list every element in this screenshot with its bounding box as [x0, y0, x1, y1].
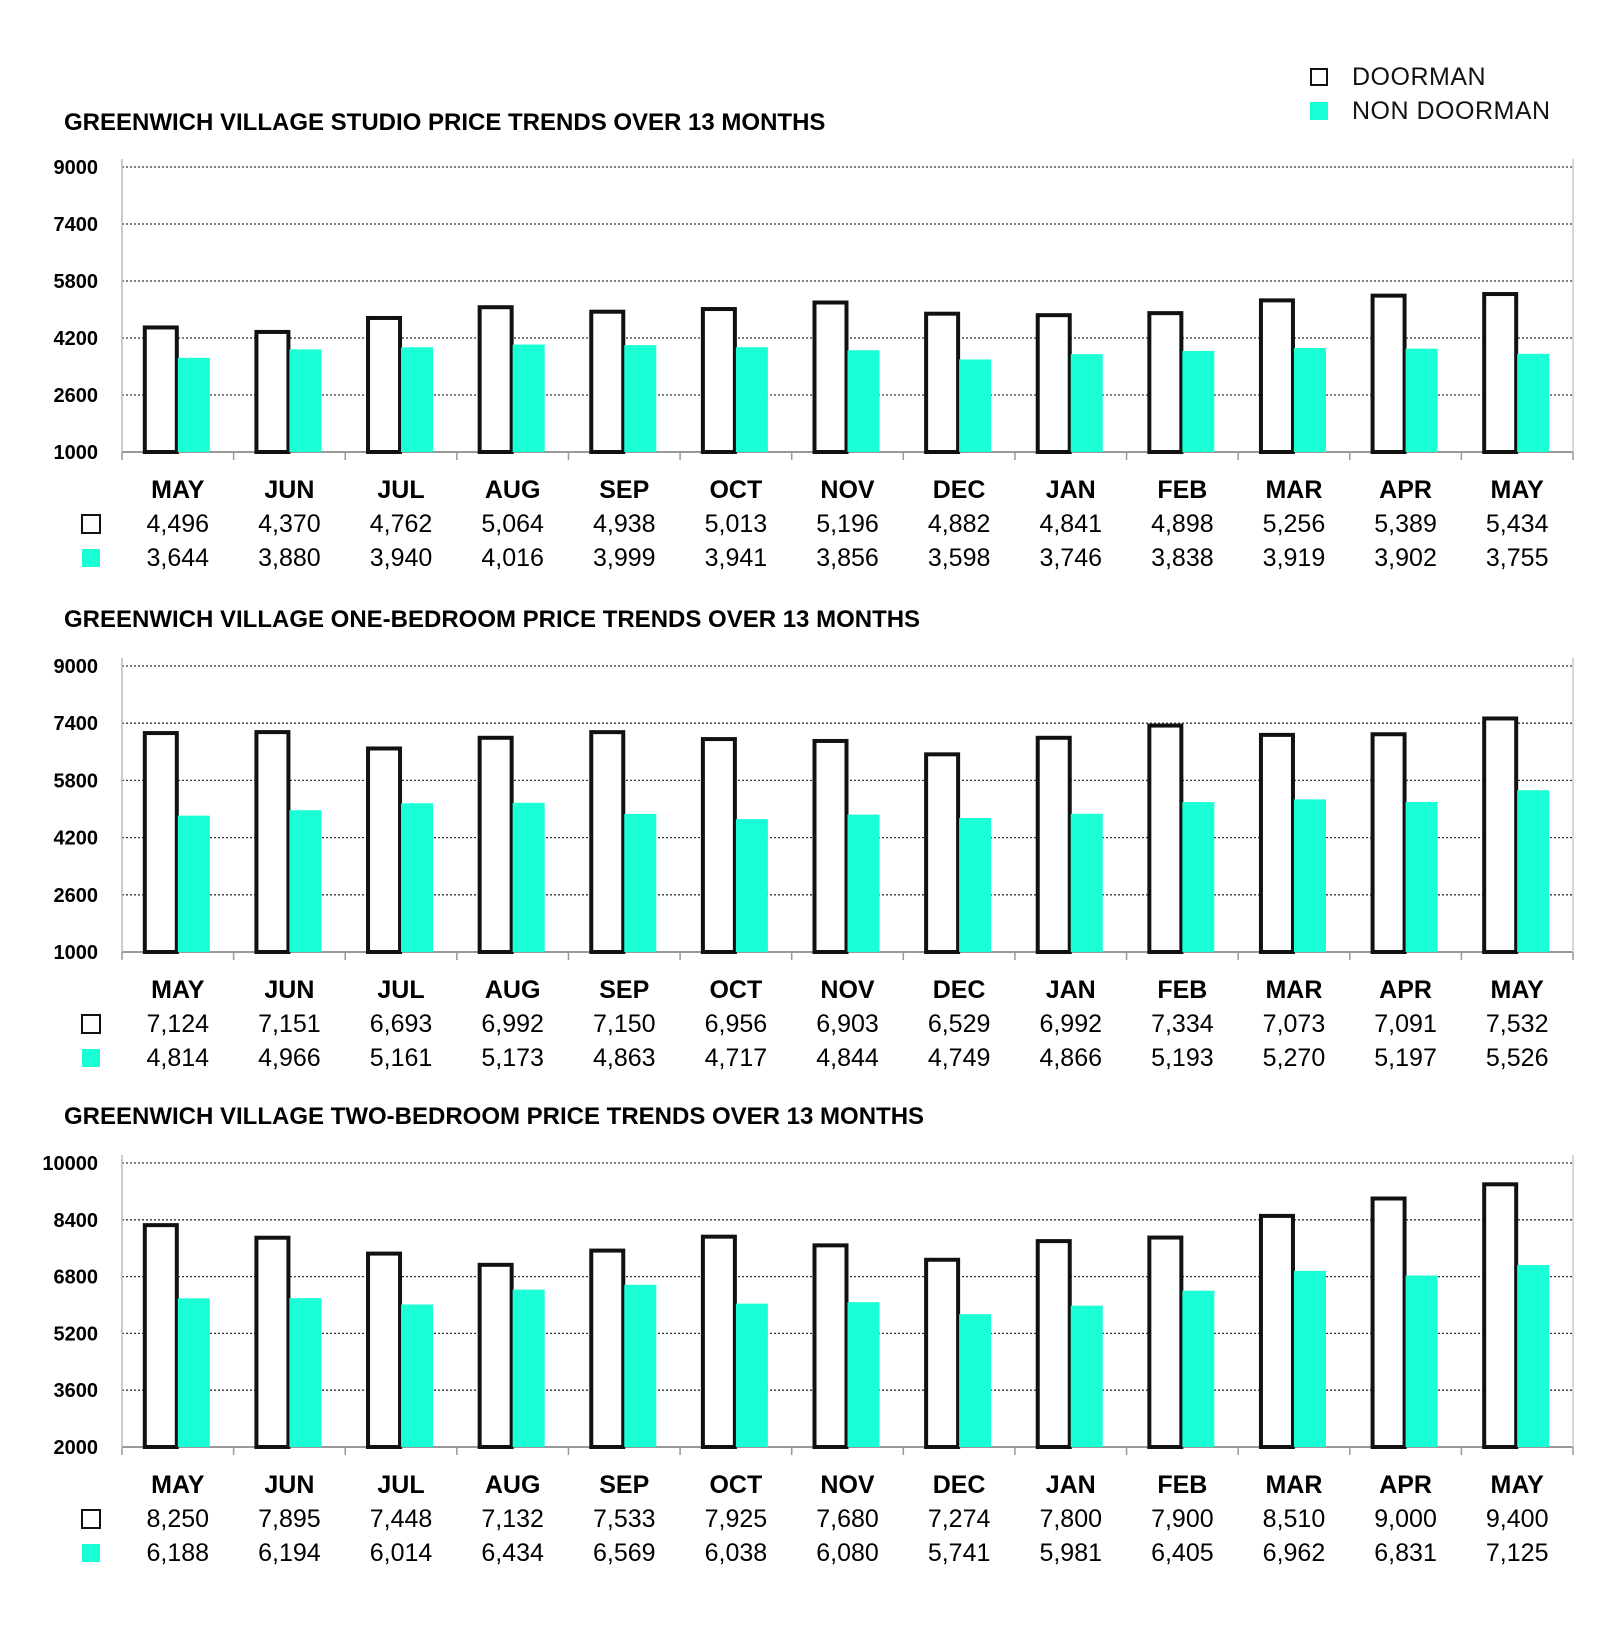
doorman-value-label: 6,529 [927, 1010, 991, 1038]
doorman-value-label: 7,532 [1485, 1010, 1549, 1038]
doorman-value-label: 6,903 [816, 1010, 879, 1038]
non-doorman-value-label: 3,999 [592, 544, 656, 572]
x-category-label: OCT [709, 976, 763, 1004]
y-tick-label: 8400 [53, 1209, 98, 1232]
y-tick-label: 2600 [53, 884, 98, 907]
doorman-bar [815, 1245, 847, 1447]
doorman-value-label: 7,091 [1374, 1010, 1437, 1038]
x-category-label: MAY [151, 976, 205, 1004]
non-doorman-value-label: 5,173 [481, 1044, 544, 1072]
doorman-value-label: 9,000 [1374, 1505, 1437, 1533]
doorman-value-label: 4,496 [146, 510, 210, 538]
x-category-label: FEB [1157, 1471, 1208, 1499]
non-doorman-value-label: 5,161 [369, 1044, 433, 1072]
doorman-value-label: 7,925 [704, 1505, 768, 1533]
x-category-label: APR [1379, 976, 1432, 1004]
non-doorman-value-label: 6,188 [146, 1539, 210, 1567]
non-doorman-value-label: 5,193 [1151, 1044, 1214, 1072]
x-category-label: APR [1379, 1471, 1432, 1499]
doorman-value-label: 7,533 [592, 1505, 656, 1533]
non-doorman-value-label: 5,270 [1262, 1044, 1326, 1072]
doorman-bar [1261, 1216, 1293, 1447]
x-category-label: JUL [377, 976, 425, 1004]
non-doorman-value-label: 6,038 [704, 1539, 768, 1567]
doorman-value-label: 5,013 [704, 510, 768, 538]
doorman-value-label: 4,762 [369, 510, 433, 538]
non-doorman-bar [1294, 1271, 1326, 1447]
y-tick-label: 10000 [42, 1153, 98, 1175]
doorman-value-label: 6,992 [1039, 1010, 1103, 1038]
x-category-label: AUG [484, 976, 541, 1004]
non-doorman-bar [959, 1314, 991, 1447]
doorman-value-label: 5,389 [1374, 510, 1437, 538]
non-doorman-value-label: 4,866 [1039, 1044, 1103, 1072]
x-category-label: JUN [264, 1471, 315, 1499]
y-tick-label: 7400 [53, 214, 98, 236]
y-tick-label: 3600 [53, 1380, 98, 1403]
doorman-bar [1484, 1184, 1516, 1447]
non-doorman-bar [1517, 1265, 1549, 1447]
doorman-value-label: 8,510 [1262, 1505, 1326, 1533]
non-doorman-value-label: 6,194 [258, 1539, 321, 1567]
y-tick-label: 9000 [53, 157, 98, 179]
doorman-bar [703, 1237, 735, 1447]
doorman-value-label: 6,956 [704, 1010, 768, 1038]
x-category-label: JUN [264, 976, 315, 1004]
non-doorman-value-label: 4,749 [927, 1044, 991, 1072]
non-doorman-bar [178, 1298, 210, 1447]
non-doorman-value-label: 4,717 [704, 1044, 768, 1072]
y-tick-label: 7400 [53, 713, 98, 736]
doorman-value-label: 4,370 [258, 510, 321, 538]
doorman-bar [591, 1251, 623, 1447]
non-doorman-value-label: 6,434 [481, 1539, 544, 1567]
y-tick-label: 5200 [53, 1323, 98, 1346]
x-category-label: JAN [1045, 976, 1096, 1004]
doorman-bar [368, 1254, 400, 1447]
non-doorman-value-label: 7,125 [1485, 1539, 1549, 1567]
chart-title: GREENWICH VILLAGE ONE-BEDROOM PRICE TRENDS OVER 13 MONTHS [64, 606, 921, 633]
doorman-value-label: 7,124 [146, 1010, 210, 1038]
x-category-label: AUG [484, 1471, 541, 1499]
non-doorman-row-marker [82, 1544, 100, 1562]
non-doorman-value-label: 3,941 [704, 544, 768, 572]
x-category-label: FEB [1157, 976, 1208, 1004]
doorman-value-label: 5,064 [481, 510, 544, 538]
non-doorman-value-label: 3,919 [1262, 544, 1326, 572]
doorman-value-label: 6,693 [369, 1010, 433, 1038]
doorman-bar [1373, 1199, 1405, 1448]
doorman-value-label: 5,434 [1485, 510, 1549, 538]
y-tick-label: 5800 [53, 770, 98, 793]
y-tick-label: 9000 [53, 656, 98, 678]
x-category-label: NOV [820, 476, 875, 504]
x-category-label: MAR [1265, 476, 1323, 504]
x-category-label: DEC [932, 1471, 986, 1499]
doorman-bar [1038, 1241, 1070, 1447]
non-doorman-value-label: 4,844 [816, 1044, 879, 1072]
non-doorman-value-label: 5,526 [1485, 1044, 1549, 1072]
non-doorman-value-label: 3,902 [1374, 544, 1437, 572]
x-category-label: FEB [1157, 476, 1208, 504]
y-tick-label: 2000 [53, 1437, 98, 1459]
x-category-label: JUL [377, 1471, 425, 1499]
legend-label-doorman: DOORMAN [1352, 62, 1487, 91]
doorman-value-label: 7,151 [258, 1010, 321, 1038]
non-doorman-value-label: 6,080 [816, 1539, 879, 1567]
non-doorman-bar [1406, 1275, 1438, 1447]
y-tick-label: 1000 [53, 942, 98, 964]
x-category-label: JAN [1045, 476, 1096, 504]
doorman-bar [1149, 1238, 1181, 1447]
non-doorman-value-label: 3,940 [369, 544, 433, 572]
non-doorman-bar [289, 1298, 321, 1447]
x-category-label: SEP [599, 976, 650, 1004]
x-category-label: MAY [1490, 476, 1544, 504]
doorman-bar [926, 1260, 958, 1447]
x-category-label: AUG [484, 476, 541, 504]
x-category-label: DEC [932, 976, 986, 1004]
doorman-value-label: 7,800 [1039, 1505, 1103, 1533]
non-doorman-value-label: 5,981 [1039, 1539, 1103, 1567]
doorman-value-label: 4,882 [927, 510, 991, 538]
doorman-bar [145, 1225, 177, 1447]
non-doorman-bar [401, 1305, 433, 1447]
x-category-label: MAY [1490, 1471, 1544, 1499]
non-doorman-bar [624, 1285, 656, 1447]
non-doorman-value-label: 6,569 [592, 1539, 656, 1567]
non-doorman-value-label: 6,014 [369, 1539, 433, 1567]
x-category-label: OCT [709, 476, 763, 504]
non-doorman-value-label: 4,814 [146, 1044, 210, 1072]
doorman-value-label: 7,150 [592, 1010, 656, 1038]
x-category-label: OCT [709, 1471, 763, 1499]
doorman-bar [256, 1238, 288, 1447]
x-category-label: JUN [264, 476, 315, 504]
doorman-value-label: 7,680 [816, 1505, 879, 1533]
non-doorman-bar [1182, 1291, 1214, 1447]
x-category-label: MAY [1490, 976, 1544, 1004]
x-category-label: MAY [151, 1471, 205, 1499]
x-category-label: MAR [1265, 976, 1323, 1004]
doorman-bar [480, 1265, 512, 1447]
y-tick-label: 4200 [53, 827, 98, 850]
non-doorman-value-label: 3,644 [146, 544, 210, 572]
non-doorman-value-label: 4,966 [258, 1044, 321, 1072]
non-doorman-value-label: 3,856 [816, 544, 879, 572]
non-doorman-bar [1071, 1306, 1103, 1447]
x-category-label: APR [1379, 476, 1432, 504]
doorman-value-label: 8,250 [146, 1505, 210, 1533]
non-doorman-value-label: 3,838 [1151, 544, 1214, 572]
doorman-value-label: 7,900 [1151, 1505, 1214, 1533]
non-doorman-value-label: 6,831 [1374, 1539, 1437, 1567]
non-doorman-value-label: 5,741 [927, 1539, 991, 1567]
x-category-label: DEC [932, 476, 986, 504]
non-doorman-value-label: 6,962 [1262, 1539, 1326, 1567]
non-doorman-bar [848, 1302, 880, 1447]
doorman-value-label: 9,400 [1485, 1505, 1549, 1533]
y-tick-label: 6800 [53, 1266, 98, 1289]
doorman-value-label: 4,898 [1151, 510, 1214, 538]
non-doorman-bar [736, 1304, 768, 1447]
non-doorman-value-label: 4,016 [481, 544, 544, 572]
doorman-value-label: 7,448 [369, 1505, 433, 1533]
doorman-value-label: 7,334 [1151, 1010, 1214, 1038]
non-doorman-bar [513, 1290, 545, 1447]
doorman-value-label: 7,132 [481, 1505, 544, 1533]
doorman-row-marker [82, 1510, 100, 1528]
chart-title: GREENWICH VILLAGE TWO-BEDROOM PRICE TRENDS OVER 13 MONTHS [64, 1103, 925, 1130]
non-doorman-value-label: 3,755 [1485, 544, 1549, 572]
non-doorman-value-label: 3,746 [1039, 544, 1103, 572]
y-tick-label: 4200 [53, 328, 98, 350]
x-category-label: MAR [1265, 1471, 1323, 1499]
doorman-value-label: 5,256 [1262, 510, 1326, 538]
y-tick-label: 2600 [53, 385, 98, 407]
y-tick-label: 5800 [53, 271, 98, 293]
non-doorman-value-label: 4,863 [592, 1044, 656, 1072]
doorman-value-label: 6,992 [481, 1010, 544, 1038]
doorman-value-label: 7,274 [927, 1505, 991, 1533]
non-doorman-value-label: 3,598 [927, 544, 991, 572]
doorman-value-label: 4,938 [592, 510, 656, 538]
non-doorman-value-label: 5,197 [1374, 1044, 1437, 1072]
doorman-value-label: 7,073 [1262, 1010, 1326, 1038]
x-category-label: SEP [599, 476, 650, 504]
x-category-label: JAN [1045, 1471, 1096, 1499]
legend-label-non-doorman: NON DOORMAN [1352, 96, 1551, 125]
x-category-label: NOV [820, 976, 875, 1004]
x-category-label: SEP [599, 1471, 650, 1499]
doorman-value-label: 5,196 [816, 510, 879, 538]
x-category-label: NOV [820, 1471, 875, 1499]
x-category-label: JUL [377, 476, 425, 504]
x-category-label: MAY [151, 476, 205, 504]
doorman-value-label: 4,841 [1039, 510, 1103, 538]
non-doorman-value-label: 3,880 [258, 544, 321, 572]
doorman-value-label: 7,895 [258, 1505, 321, 1533]
y-tick-label: 1000 [53, 442, 98, 464]
chart-title: GREENWICH VILLAGE STUDIO PRICE TRENDS OVER 13 MONTHS [64, 109, 826, 136]
non-doorman-value-label: 6,405 [1151, 1539, 1214, 1567]
